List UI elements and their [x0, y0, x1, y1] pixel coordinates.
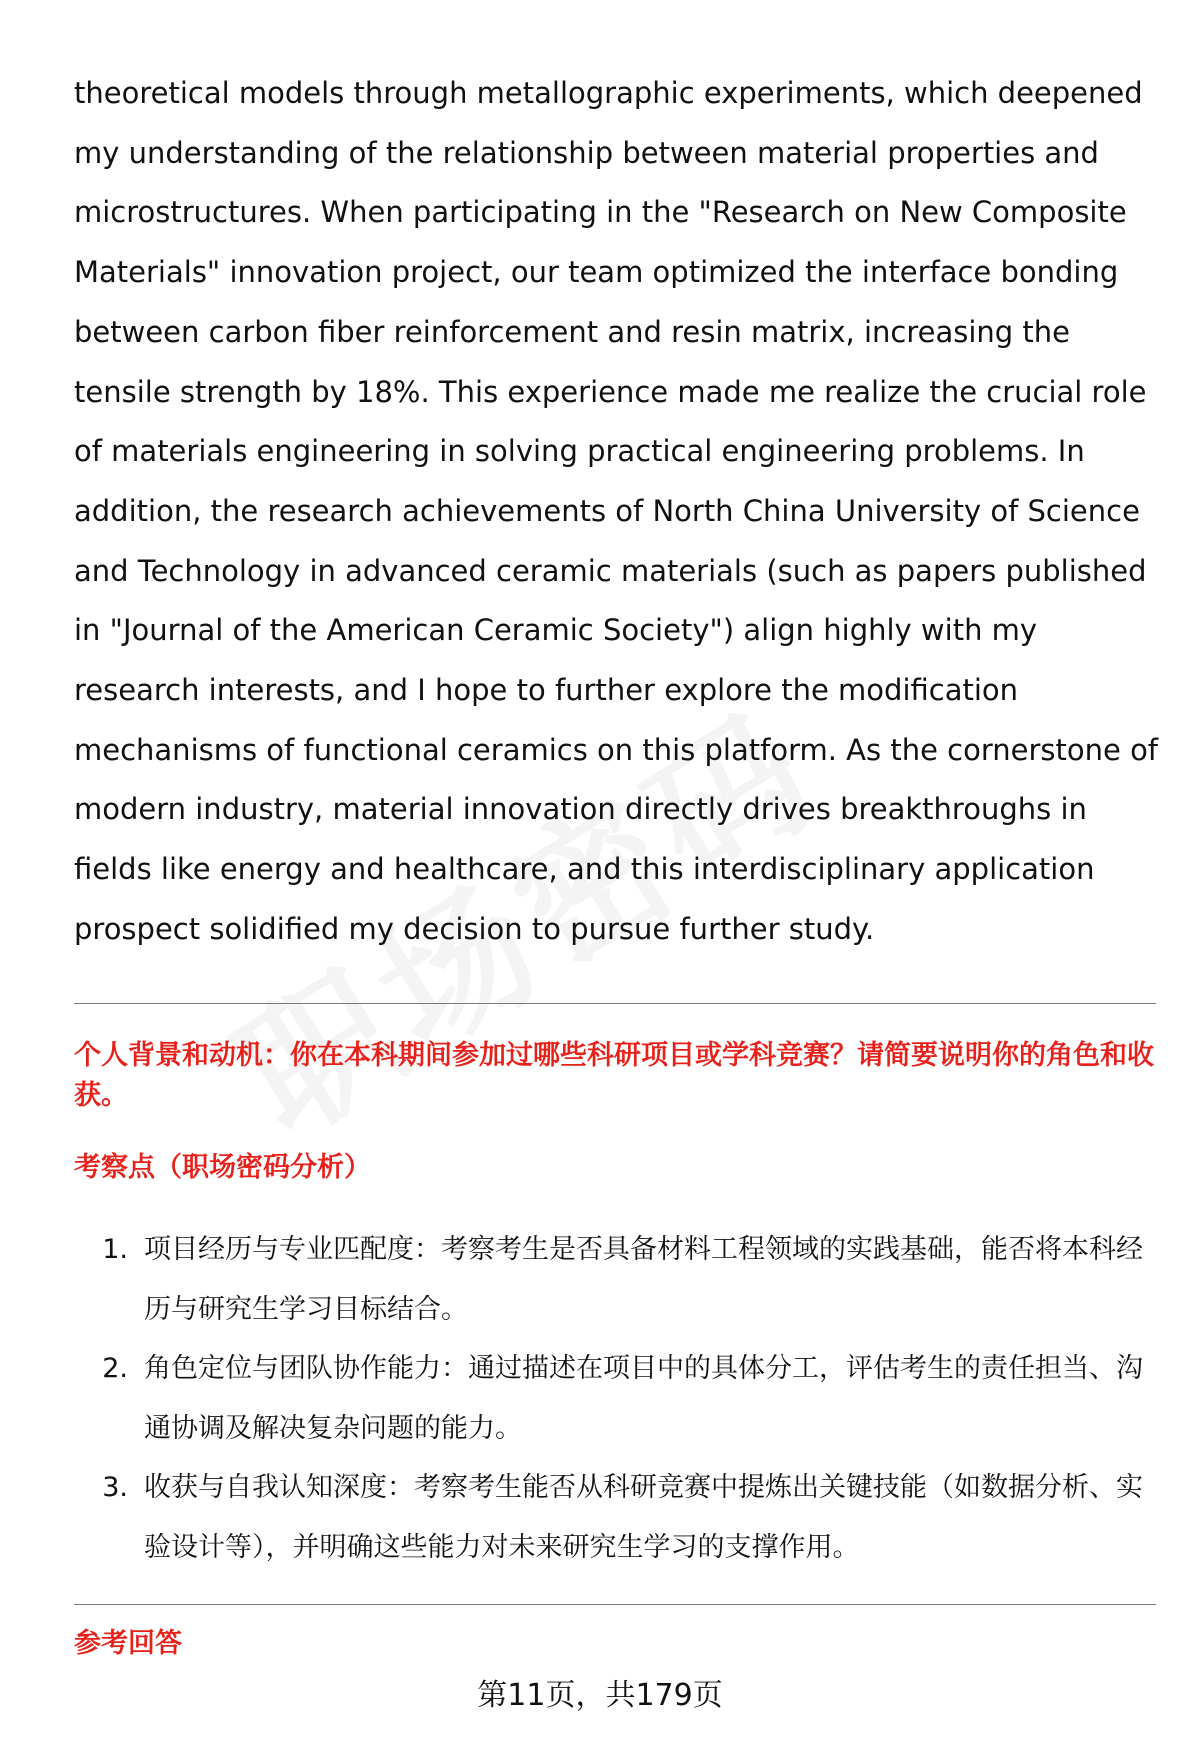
point-number: 2. [102, 1353, 128, 1384]
section-divider [74, 1003, 1156, 1004]
page-number-footer: 第11页，共179页 [477, 1678, 723, 1713]
section-divider [74, 1604, 1156, 1605]
assessment-points-list [74, 1220, 1164, 1577]
point-text: 角色定位与团队协作能力：通过描述在项目中的具体分工，评估考生的责任担当、沟通协调及解决复杂问题的能力。 [144, 1353, 1143, 1444]
point-number: 1. [102, 1234, 128, 1265]
assessment-heading: 考察点（职场密码分析） [74, 1152, 371, 1183]
point-number: 3. [102, 1472, 128, 1503]
assessment-point [74, 1458, 1164, 1577]
reference-answer-heading: 参考回答 [74, 1628, 182, 1659]
assessment-point [74, 1220, 1164, 1339]
question-heading: 个人背景和动机：你在本科期间参加过哪些科研项目或学科竞赛？请简要说明你的角色和收获。 [74, 1040, 1154, 1111]
point-text: 项目经历与专业匹配度：考察考生是否具备材料工程领域的实践基础，能否将本科经历与研究生学习目标结合。 [144, 1234, 1143, 1325]
intro-paragraph: theoretical models through metallographic experiments, which deepened my understanding of the relationship between material properties and microstructures. When participating in the "Research on New Composite Materials" innovation project, our team optimized the interface bonding between carbon fiber reinforcement and resin matrix, increasing the tensile strength by 18%. This experience made me realize the crucial role of materials engineering in solving practical engineering problems. In addition, the research achievements of North China University of Science and Technology in advanced ceramic materials (such as papers published in "Journal of the American Ceramic Society") align highly with my research interests, and I hope to further explore the modification mechanisms of functional ceramics on this platform. As the cornerstone of modern industry, material innovation directly drives breakthroughs in fields like energy and healthcare, and this interdisciplinary application prospect solidified my decision to pursue further study. [74, 76, 1159, 946]
assessment-point [74, 1339, 1164, 1458]
point-text: 收获与自我认知深度：考察考生能否从科研竞赛中提炼出关键技能（如数据分析、实验设计等），并明确这些能力对未来研究生学习的支撑作用。 [144, 1472, 1143, 1563]
